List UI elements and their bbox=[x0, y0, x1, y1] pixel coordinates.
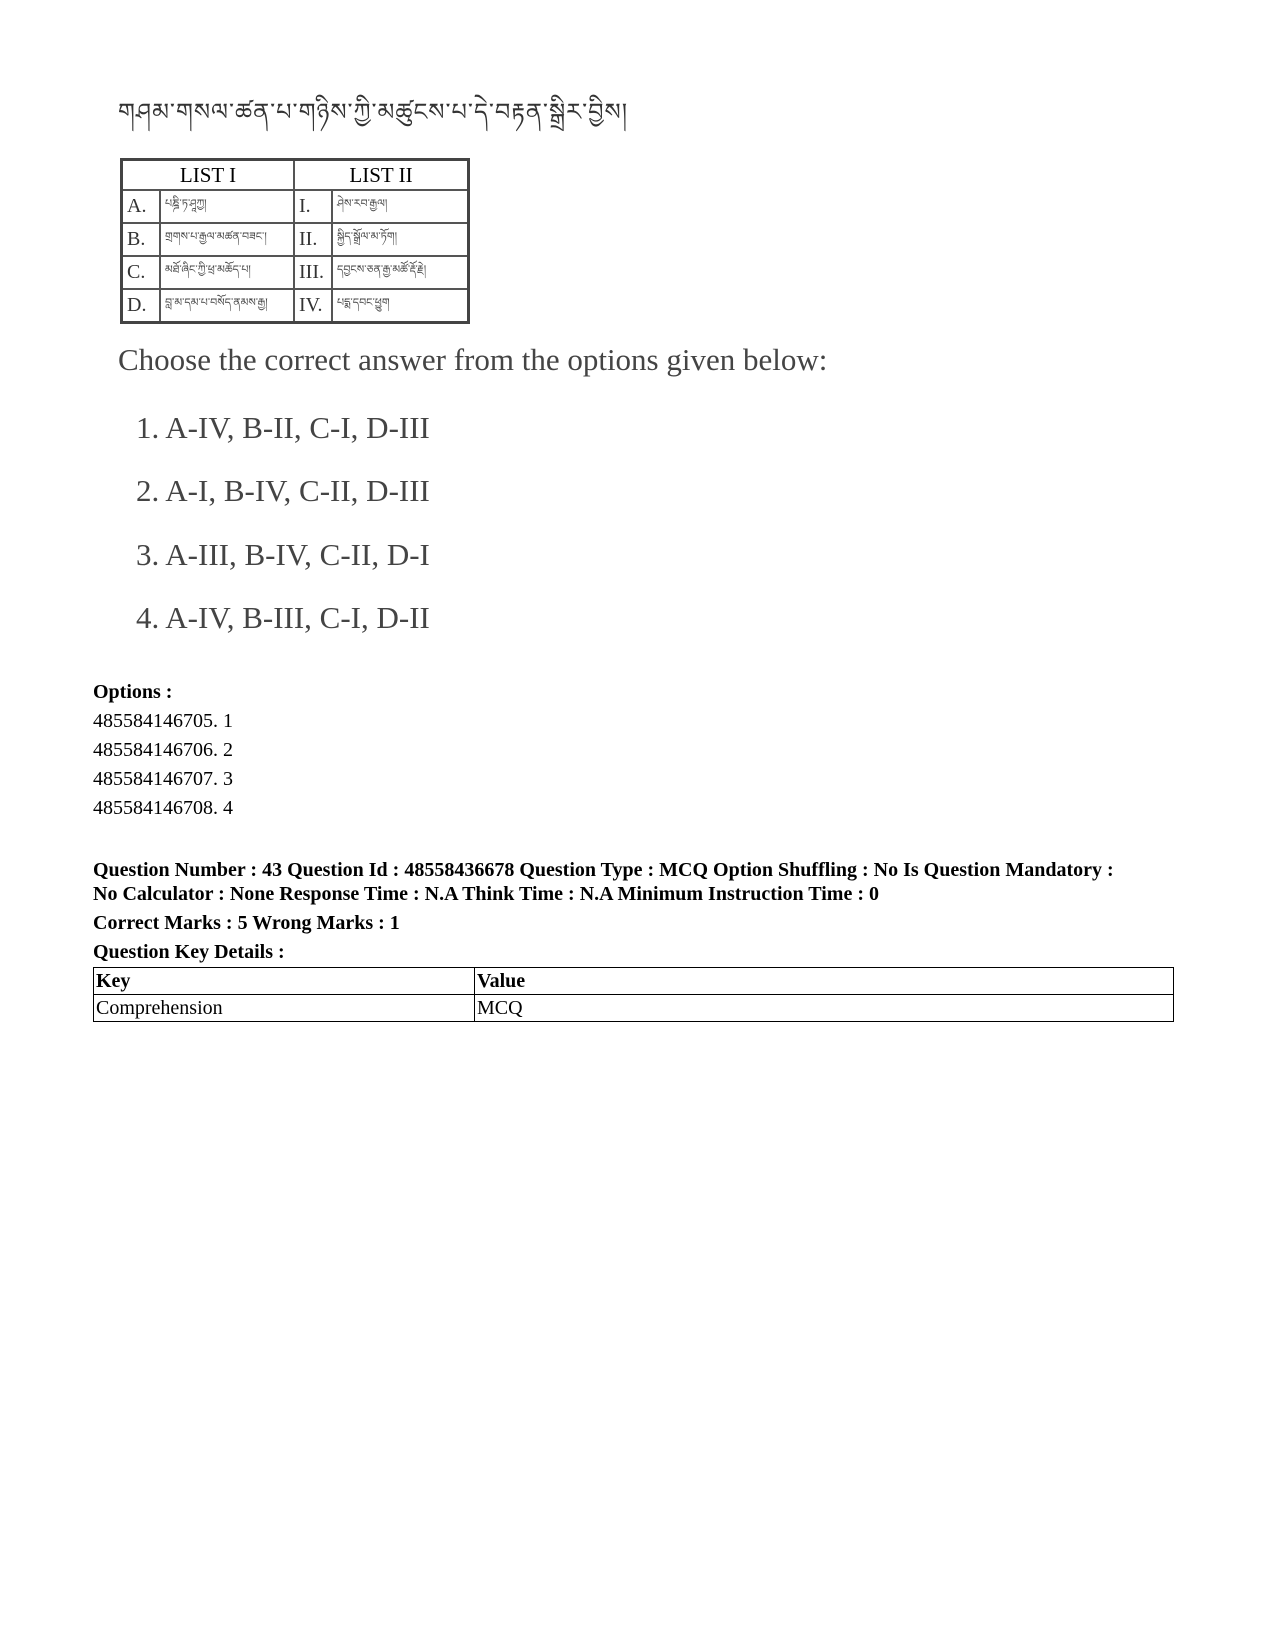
key-table-header bbox=[94, 968, 1174, 995]
list-1-text: པཎྜི་ཏ་ཤཱཀྱ། bbox=[160, 190, 294, 223]
list-2-text: སྐྱིད་སྒྲོལ་མ་ཏོག། bbox=[332, 223, 469, 256]
option-id-line: 485584146708. 4 bbox=[93, 797, 233, 819]
answer-option-1: 1. A-IV, B-II, C-I, D-III bbox=[136, 410, 430, 445]
answer-option-4: 4. A-IV, B-III, C-I, D-II bbox=[136, 600, 430, 635]
list-2-text: དབྱངས་ཅན་རྒྱ་མཚོ་རྡོ་རྗེ། bbox=[332, 256, 469, 289]
match-table-row bbox=[122, 223, 469, 256]
list-2-text: ཤེས་རབ་རྒྱལ། bbox=[332, 190, 469, 223]
question-meta-line-2: No Calculator : None Response Time : N.A Think Time : N.A Minimum Instruction Time : 0 bbox=[93, 883, 879, 905]
marks-line: Correct Marks : 5 Wrong Marks : 1 bbox=[93, 912, 400, 934]
key-details-table bbox=[93, 967, 1174, 1022]
list-1-label: A. bbox=[122, 190, 161, 223]
table-row bbox=[94, 995, 1174, 1022]
match-table-row bbox=[122, 256, 469, 289]
key-cell: Comprehension bbox=[94, 995, 475, 1022]
option-id-line: 485584146705. 1 bbox=[93, 710, 233, 732]
match-table-header bbox=[122, 160, 469, 191]
list-2-header: LIST II bbox=[294, 160, 469, 191]
list-2-label: III. bbox=[294, 256, 332, 289]
option-id-line: 485584146707. 3 bbox=[93, 768, 233, 790]
answer-option-3: 3. A-III, B-IV, C-II, D-I bbox=[136, 537, 430, 572]
list-1-header: LIST I bbox=[122, 160, 295, 191]
list-2-label: I. bbox=[294, 190, 332, 223]
value-cell: MCQ bbox=[475, 995, 1174, 1022]
list-2-label: II. bbox=[294, 223, 332, 256]
tibetan-heading: གཤམ་གསལ་ཚན་པ་གཉིས་ཀྱི་མཚུངས་པ་དེ་བརྟན་སྒྲིར་བྱིས། bbox=[118, 98, 629, 126]
list-1-label: D. bbox=[122, 289, 161, 323]
list-1-text: མཐོ་ཞིང་ཀྱི་ཕྲ་མཆོད་པ། bbox=[160, 256, 294, 289]
list-1-text: བླ་མ་དམ་པ་བསོད་ནམས་རྒྱ། bbox=[160, 289, 294, 323]
match-table-row bbox=[122, 289, 469, 323]
instruction-text: Choose the correct answer from the options given below: bbox=[118, 342, 828, 377]
value-header: Value bbox=[475, 968, 1174, 995]
key-details-title: Question Key Details : bbox=[93, 941, 285, 963]
question-image bbox=[112, 80, 932, 660]
list-1-label: B. bbox=[122, 223, 161, 256]
question-meta-line-1: Question Number : 43 Question Id : 48558436678 Question Type : MCQ Option Shuffling : No Is Question Mandatory : bbox=[93, 859, 1114, 881]
options-title: Options : bbox=[93, 681, 173, 703]
answer-option-2: 2. A-I, B-IV, C-II, D-III bbox=[136, 473, 430, 508]
list-2-text: པདྨ་དབང་ཕྱུག bbox=[332, 289, 469, 323]
match-list-table bbox=[120, 158, 470, 324]
key-header: Key bbox=[94, 968, 475, 995]
match-table-row bbox=[122, 190, 469, 223]
list-1-text: གྲགས་པ་རྒྱལ་མཚན་བཟང་། bbox=[160, 223, 294, 256]
option-id-line: 485584146706. 2 bbox=[93, 739, 233, 761]
list-2-label: IV. bbox=[294, 289, 332, 323]
list-1-label: C. bbox=[122, 256, 161, 289]
